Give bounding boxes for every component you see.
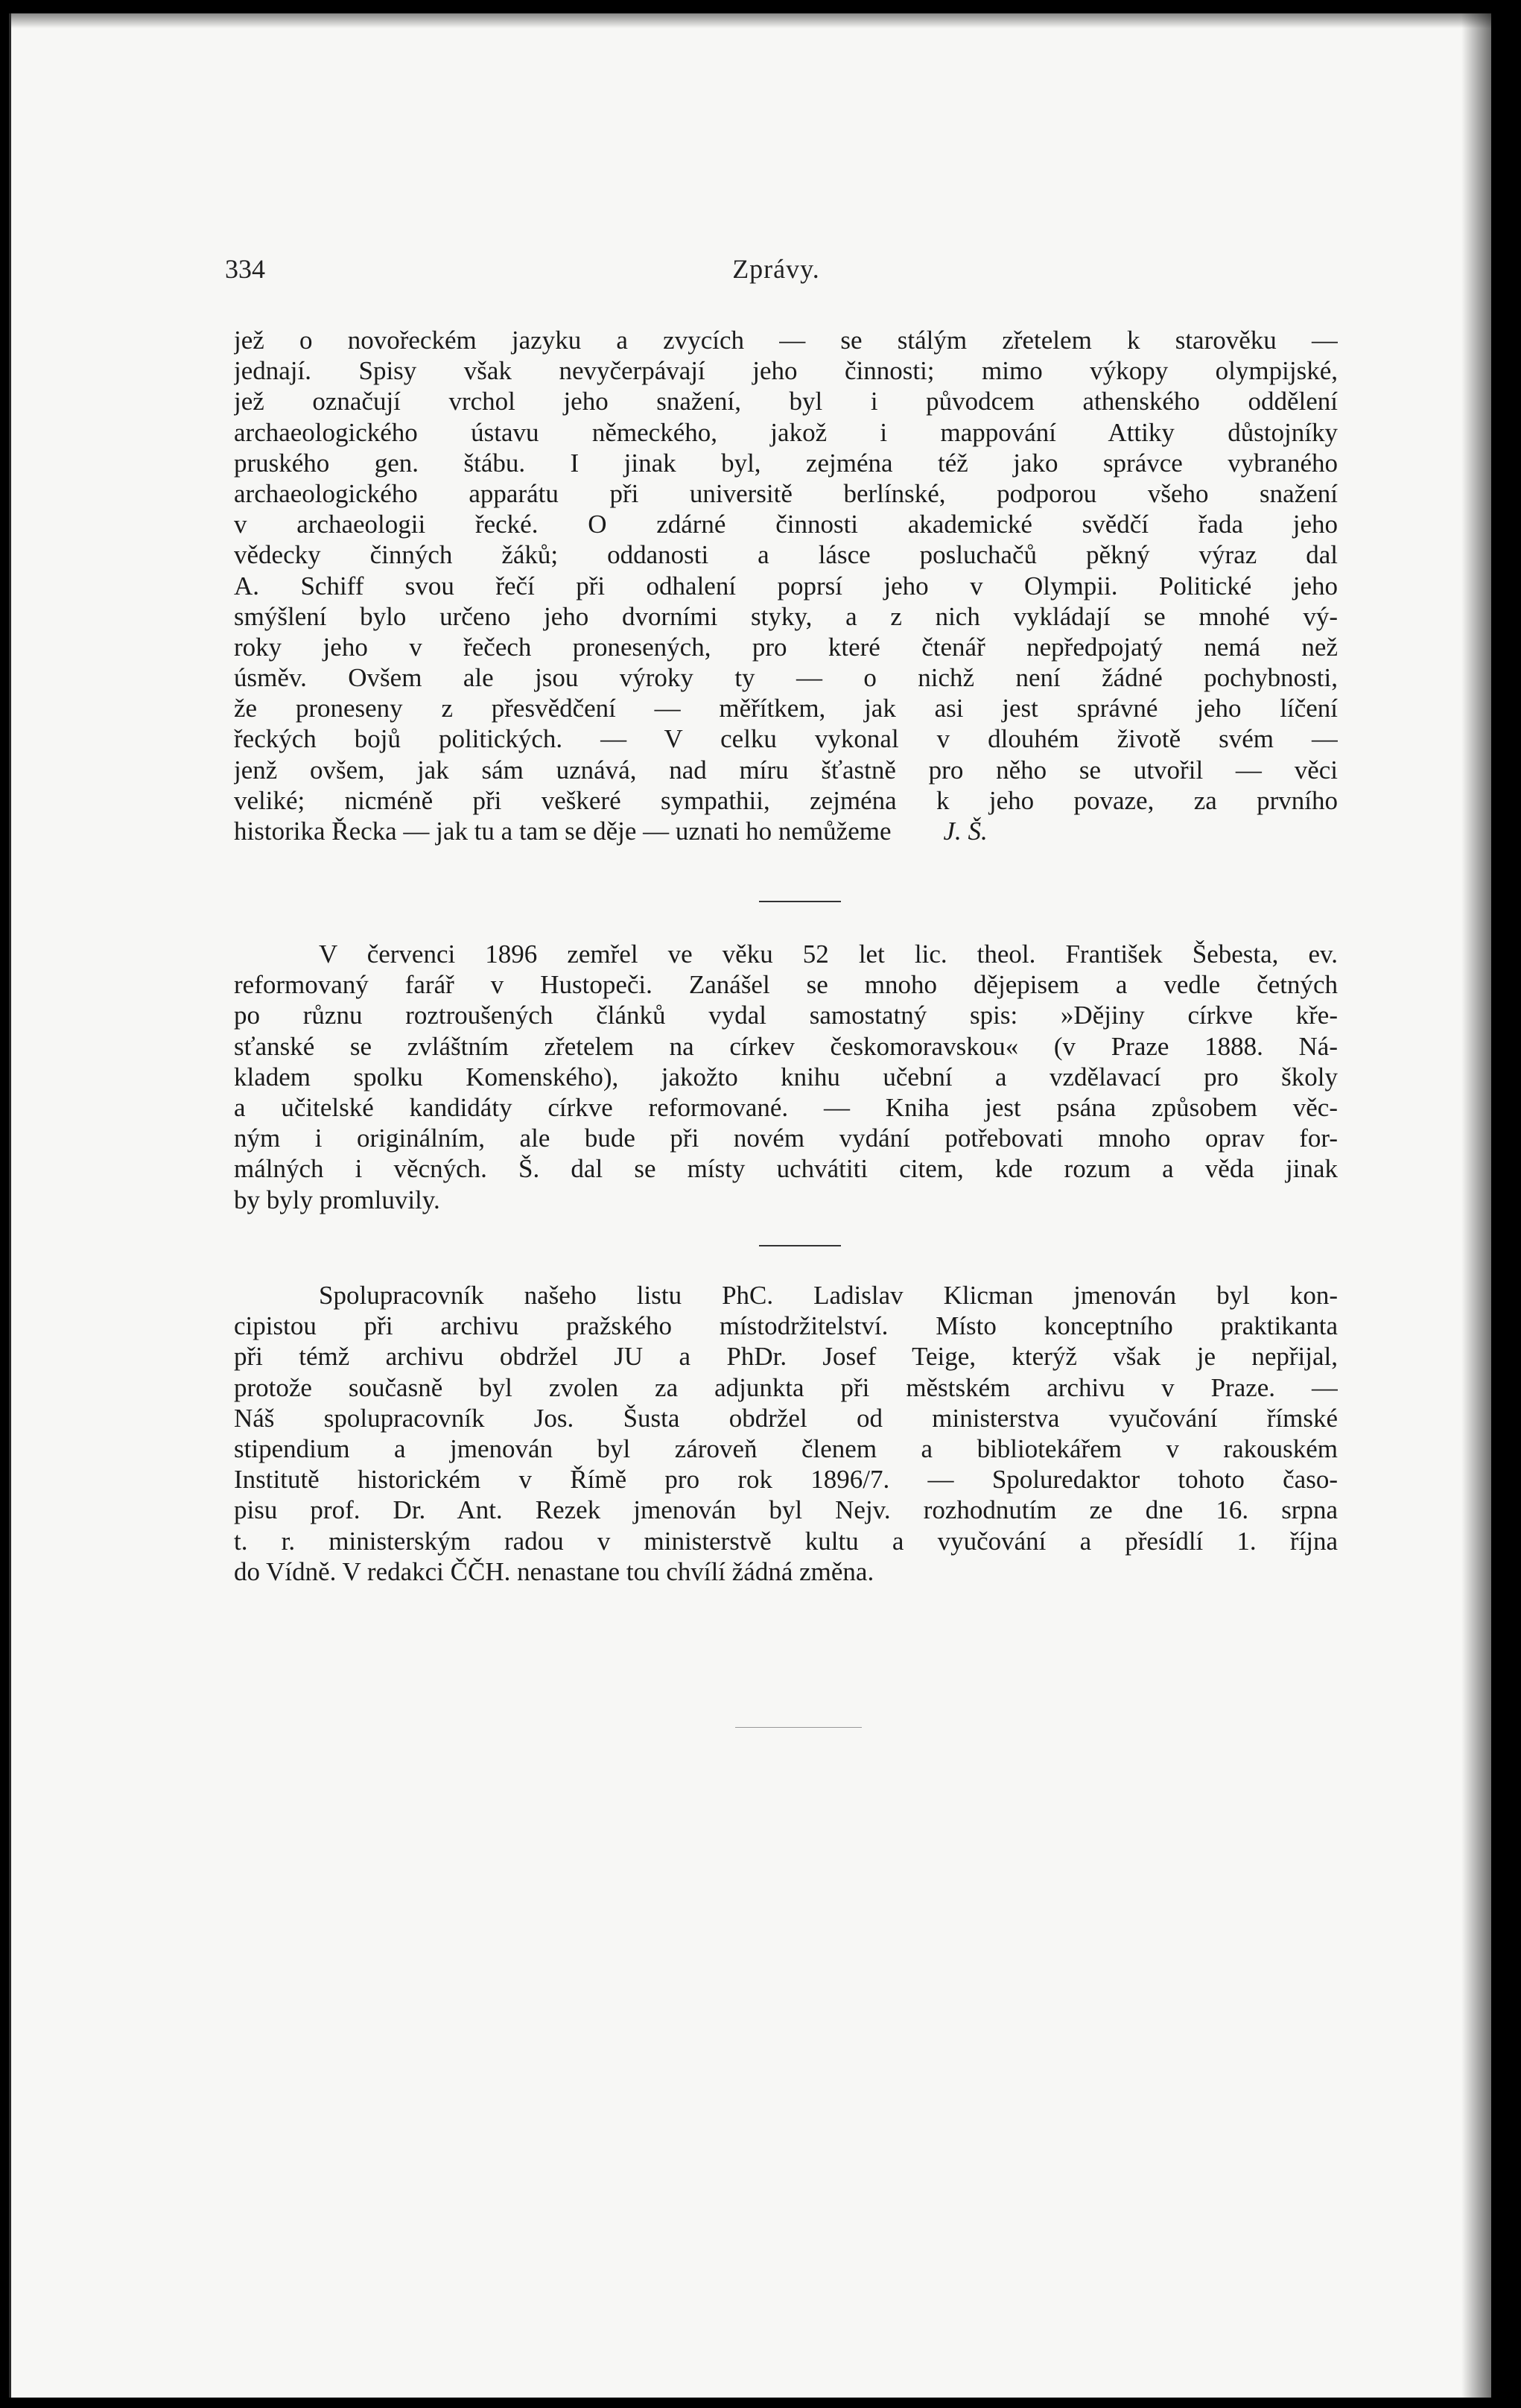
text-line: málných i věcných. Š. dal se místy uchvátiti citem, kde rozum a věda jinak xyxy=(234,1154,1338,1184)
text-line-with-signature xyxy=(234,816,1338,846)
text-line: kladem spolku Komenského), jakožto knihu učební a vzdělavací pro školy xyxy=(234,1062,1338,1091)
page-header xyxy=(225,253,1327,291)
text-line: sťanské se zvláštním zřetelem na církev českomoravskou« (v Praze 1888. Ná- xyxy=(234,1031,1338,1061)
text-line: že proneseny z přesvědčení — měřítkem, jak asi jest správné jeho líčení xyxy=(234,694,1338,723)
text-line: v archaeologii řecké. O zdárné činnosti akademické svědčí řada jeho xyxy=(234,510,1338,539)
text-line: stipendium a jmenován byl zároveň členem a bibliotekářem v rakouském xyxy=(234,1433,1338,1463)
text-line: a učitelské kandidáty církve reformované. — Kniha jest psána způsobem věc- xyxy=(234,1092,1338,1122)
text-line: jenž ovšem, jak sám uznává, nad míru šťastně pro něho se utvořil — věci xyxy=(234,755,1338,785)
personalia-paragraph xyxy=(234,1280,1338,1587)
text-line: reformovaný farář v Hustopeči. Zanášel se mnoho dějepisem a vedle četných xyxy=(234,970,1338,1000)
text-line: cipistou při archivu pražského místodržitelství. Místo konceptního praktikanta xyxy=(234,1311,1338,1341)
text-line: vědecky činných žáků; oddanosti a lásce posluchačů pěkný výraz dal xyxy=(234,540,1338,570)
text-line: jež o novořeckém jazyku a zvycích — se stálým zřetelem k starověku — xyxy=(234,326,1338,355)
author-signature: J. Š. xyxy=(943,817,988,846)
section-divider xyxy=(759,901,841,902)
scanned-page xyxy=(9,13,1491,2398)
text-line: řeckých bojů politických. — V celku vykonal v dlouhém životě svém — xyxy=(234,724,1338,754)
text-line: jež označují vrchol jeho snažení, byl i původcem athenského oddělení xyxy=(234,387,1338,416)
scan-top-shadow xyxy=(9,13,1491,28)
text-line: historika Řecka — jak tu a tam se děje — uznati ho nemůžeme xyxy=(234,817,892,846)
text-line: při témž archivu obdržel JU a PhDr. Josef Teige, kterýž však je nepřijal, xyxy=(234,1342,1338,1372)
text-line: pisu prof. Dr. Ant. Rezek jmenován byl Nejv. rozhodnutím ze dne 16. srpna xyxy=(234,1495,1338,1525)
text-line: Institutě historickém v Římě pro rok 1896/7. — Spoluredaktor tohoto časo- xyxy=(234,1465,1338,1495)
text-line: veliké; nicméně při veškeré sympathii, zejména k jeho povaze, za prvního xyxy=(234,785,1338,815)
text-line: po různu roztroušených článků vydal samostatný spis: »Dějiny církve kře- xyxy=(234,1001,1338,1030)
text-line: smýšlení bylo určeno jeho dvorními styky, a z nich vykládají se mnohé vý- xyxy=(234,601,1338,631)
text-line: Spolupracovník našeho listu PhC. Ladislav Klicman jmenován byl kon- xyxy=(319,1281,1338,1310)
scan-right-shadow xyxy=(1461,13,1491,2398)
page-number: 334 xyxy=(225,254,265,284)
text-line: by byly promluvily. xyxy=(234,1185,440,1214)
text-line: Náš spolupracovník Jos. Šusta obdržel od ministerstva vyučování římské xyxy=(234,1403,1338,1433)
text-line: archaeologického ústavu německého, jakož i mappování Attiky důstojníky xyxy=(234,417,1338,447)
running-title: Zprávy. xyxy=(732,254,820,284)
text-line: protože současně byl zvolen za adjunkta při městském archivu v Praze. — xyxy=(234,1372,1338,1402)
text-line: do Vídně. V redakci ČČH. nenastane tou chvílí žádná změna. xyxy=(234,1556,874,1586)
text-line: V červenci 1896 zemřel ve věku 52 let lic. theol. František Šebesta, ev. xyxy=(319,940,1338,969)
text-line: pruského gen. štábu. I jinak byl, zejména též jako správce vybraného xyxy=(234,448,1338,478)
text-line: ným i originálním, ale bude při novém vydání potřebovati mnoho oprav for- xyxy=(234,1124,1338,1153)
obituary-paragraph xyxy=(234,939,1338,1215)
text-line: A. Schiff svou řečí při odhalení poprsí jeho v Olympii. Politické jeho xyxy=(234,571,1338,601)
text-line: jednají. Spisy však nevyčerpávají jeho činnosti; mimo výkopy olympijské, xyxy=(234,356,1338,386)
text-line: úsměv. Ovšem ale jsou výroky ty — o nichž není žádné pochybnosti, xyxy=(234,663,1338,693)
scan-left-edge xyxy=(9,13,11,2398)
paragraph-continuation xyxy=(234,325,1338,846)
section-divider xyxy=(759,1245,841,1246)
text-line: roky jeho v řečech pronesených, pro které čtenář nepředpojatý nemá než xyxy=(234,632,1338,662)
faint-scan-mark xyxy=(735,1727,862,1728)
text-line: t. r. ministerským radou v ministerstvě kultu a vyučování a přesídlí 1. října xyxy=(234,1526,1338,1556)
text-line: archaeologického apparátu při universitě berlínské, podporou všeho snažení xyxy=(234,478,1338,508)
